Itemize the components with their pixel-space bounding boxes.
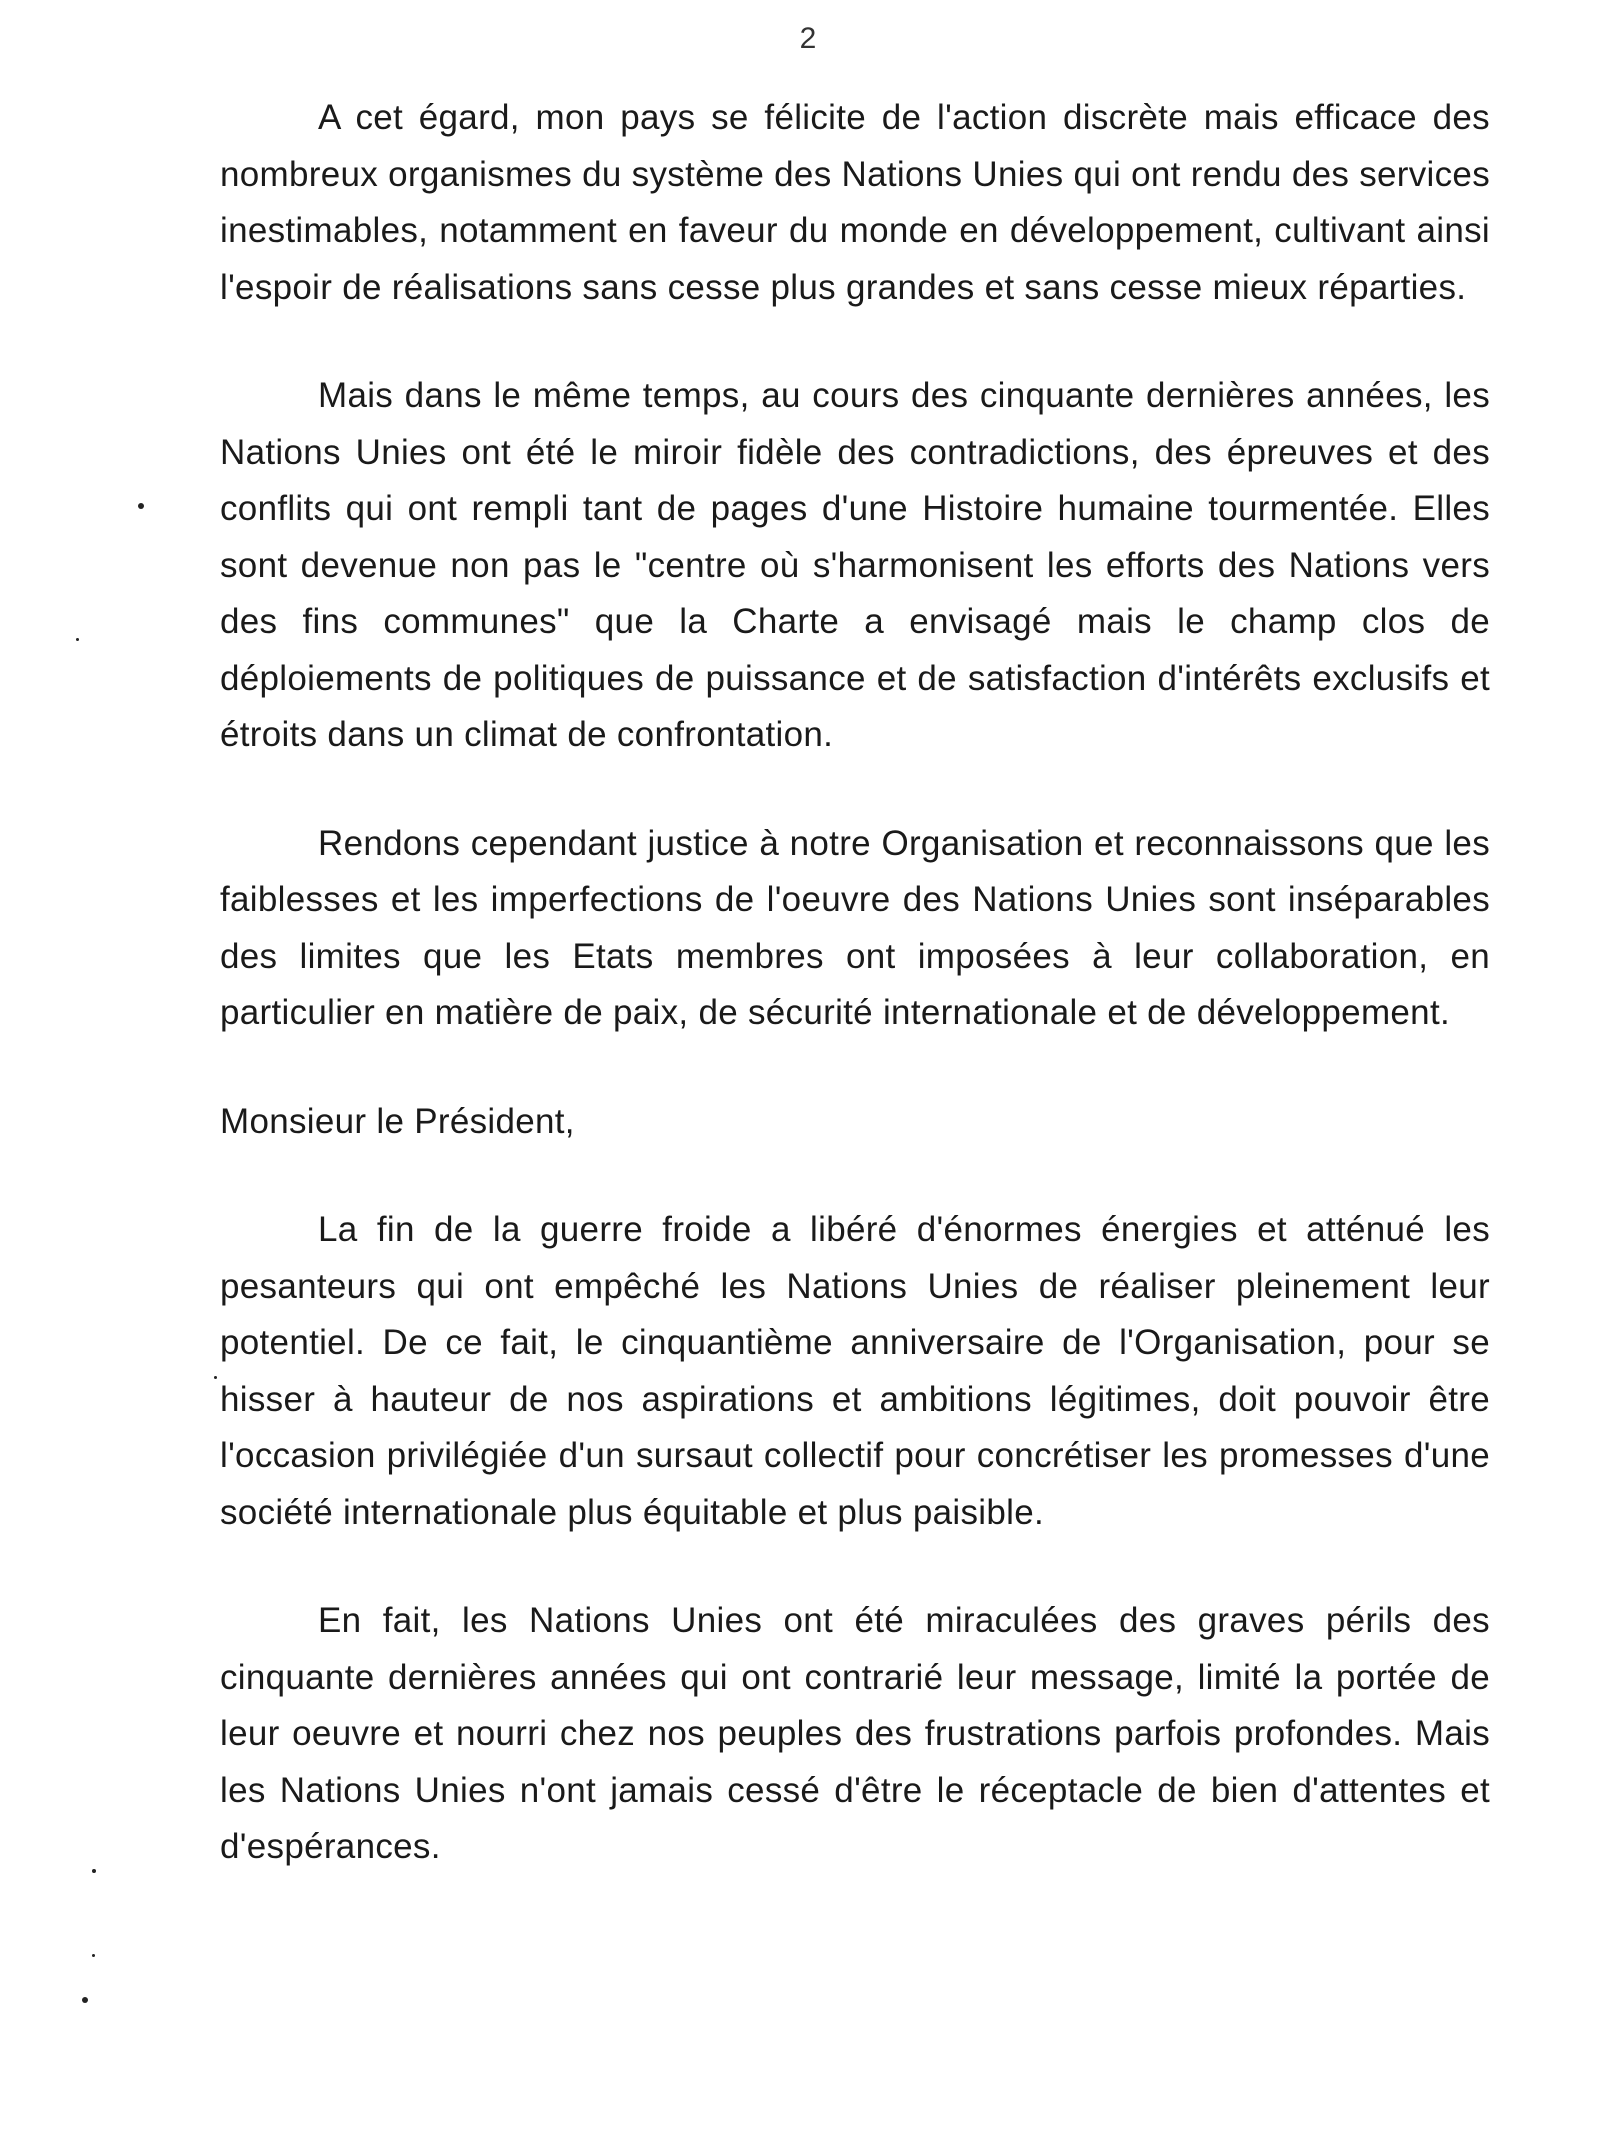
- paragraph-2: Mais dans le même temps, au cours des cinquante dernières années, les Nations Unies ont été le miroir fidèle des contradictions, des épreuves et des conflits qui ont rempli tant de pages d'une Histoire humaine tourmentée. Elles sont devenue non pas le "centre où s'harmonisent les efforts des Nations vers des fins communes" que la Charte a envisagé mais le champ clos de déploiements de politiques de puissance et de satisfaction d'intérêts exclusifs et étroits dans un climat de confrontation.: [220, 376, 1490, 754]
- page-number: 2: [799, 22, 817, 55]
- paragraph-3: Rendons cependant justice à notre Organisation et reconnaissons que les faiblesses et les imperfections de l'oeuvre des Nations Unies sont inséparables des limites que les Etats membres ont imposées à leur collaboration, en particulier en matière de paix, de sécurité internationale et de développement.: [220, 823, 1490, 1032]
- scan-speck: [138, 503, 144, 509]
- document-body: [220, 90, 1490, 1928]
- paragraph-5: En fait, les Nations Unies ont été miraculées des graves périls des cinquante dernières années qui ont contrarié leur message, limité la portée de leur oeuvre et nourri chez nos peuples des frustrations parfois profondes. Mais les Nations Unies n'ont jamais cessé d'être le réceptacle de bien d'attentes et d'espérances.: [220, 1601, 1490, 1866]
- scan-speck: [76, 638, 79, 641]
- salutation: Monsieur le Président,: [220, 1101, 575, 1141]
- scan-speck: [214, 1376, 217, 1379]
- scan-speck: [82, 1997, 88, 2003]
- scan-speck: [92, 1869, 96, 1873]
- scan-speck: [92, 1954, 95, 1957]
- paragraph-1: A cet égard, mon pays se félicite de l'action discrète mais efficace des nombreux organismes du système des Nations Unies qui ont rendu des services inestimables, notamment en faveur du monde en développement, cultivant ainsi l'espoir de réalisations sans cesse plus grandes et sans cesse mieux réparties.: [220, 98, 1490, 307]
- paragraph-4: La fin de la guerre froide a libéré d'énormes énergies et atténué les pesanteurs qui ont empêché les Nations Unies de réaliser pleinement leur potentiel. De ce fait, le cinquantième anniversaire de l'Organisation, pour se hisser à hauteur de nos aspirations et ambitions légitimes, doit pouvoir être l'occasion privilégiée d'un sursaut collectif pour concrétiser les promesses d'une société internationale plus équitable et plus paisible.: [220, 1210, 1490, 1532]
